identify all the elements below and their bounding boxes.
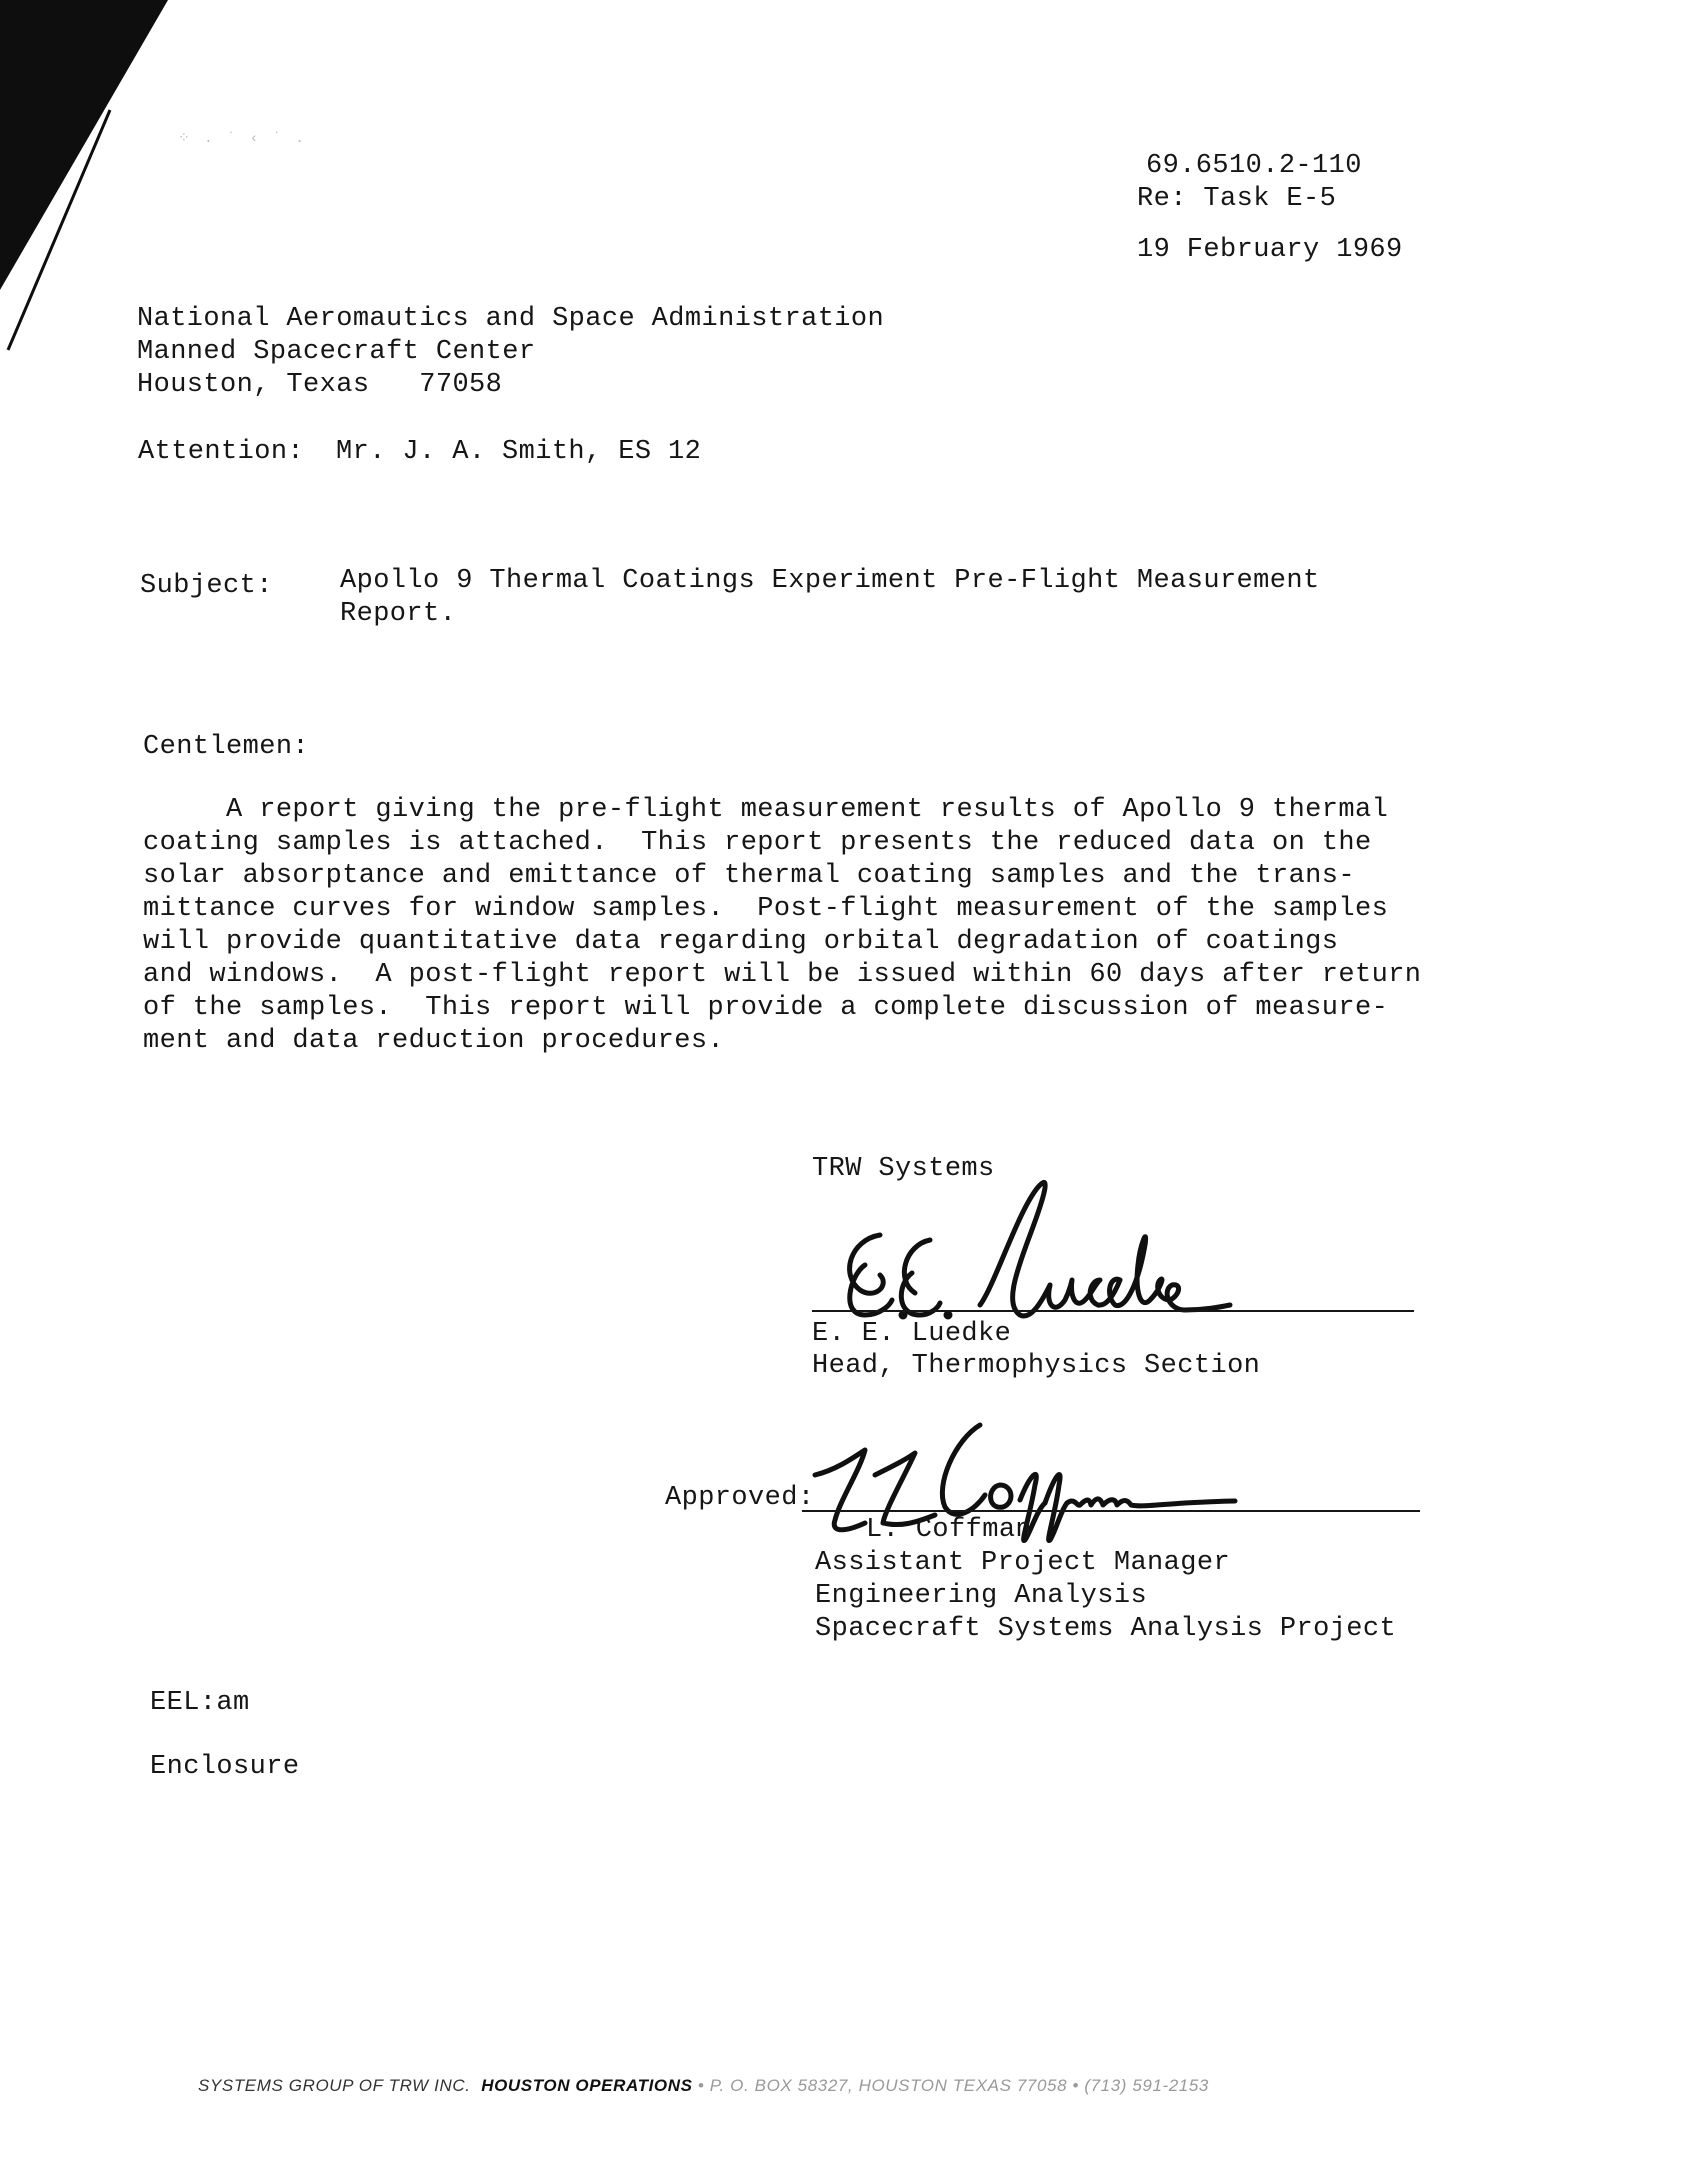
signer-title: Head, Thermophysics Section <box>812 1351 1261 1381</box>
letter-date: 19 February 1969 <box>1137 235 1403 265</box>
faint-stamp-mark: ⁘ . ˙ ‹ ˙ . <box>178 131 307 147</box>
approver-title: Assistant Project Manager <box>815 1548 1231 1578</box>
address-line: National Aeromautics and Space Administration <box>137 304 885 334</box>
subject-line: Report. <box>340 599 457 629</box>
signer-name: E. E. Luedke <box>812 1319 1012 1349</box>
approver-titles <box>815 1547 1396 1646</box>
salutation: Centlemen: <box>143 732 310 762</box>
approval-signature-line <box>802 1510 1420 1512</box>
body-paragraph <box>143 794 1421 1058</box>
footer-operations: HOUSTON OPERATIONS <box>481 2076 693 2095</box>
body-line: mittance curves for window samples. Post-flight measurement of the samples <box>143 894 1389 924</box>
footer-address: • P. O. BOX 58327, HOUSTON TEXAS 77058 • (713) 591-2153 <box>697 2076 1209 2095</box>
subject-label: Subject: <box>140 571 273 601</box>
typist-initials: EEL:am <box>150 1688 250 1718</box>
body-line: A report giving the pre-flight measurement results of Apollo 9 thermal <box>143 795 1389 825</box>
approver-title: Spacecraft Systems Analysis Project <box>815 1614 1397 1644</box>
recipient-address <box>137 303 884 402</box>
address-line: Manned Spacecraft Center <box>137 337 536 367</box>
letterhead-footer <box>198 2076 1209 2096</box>
body-line: of the samples. This report will provide a complete discussion of measure- <box>143 993 1389 1023</box>
approved-label: Approved: <box>665 1483 815 1513</box>
task-reference: Re: Task E-5 <box>1137 184 1337 214</box>
approver-title: Engineering Analysis <box>815 1581 1148 1611</box>
company-name: TRW Systems <box>812 1154 995 1184</box>
enclosure-note: Enclosure <box>150 1752 300 1782</box>
footer-company: SYSTEMS GROUP OF TRW INC. <box>198 2076 471 2095</box>
subject-line: Apollo 9 Thermal Coatings Experiment Pre-Flight Measurement <box>340 566 1320 596</box>
body-line: coating samples is attached. This report presents the reduced data on the <box>143 828 1372 858</box>
address-line: Houston, Texas 77058 <box>137 370 503 400</box>
approver-name: L. Coffman <box>866 1515 1033 1545</box>
body-line: and windows. A post-flight report will be issued within 60 days after return <box>143 960 1422 990</box>
attention-value: Mr. J. A. Smith, ES 12 <box>336 437 702 467</box>
body-line: ment and data reduction procedures. <box>143 1026 725 1056</box>
reference-number: 69.6510.2-110 <box>1146 151 1362 181</box>
signature-line <box>812 1310 1414 1312</box>
body-line: solar absorptance and emittance of thermal coating samples and the trans- <box>143 861 1355 891</box>
subject-text <box>340 565 1320 631</box>
body-line: will provide quantitative data regarding orbital degradation of coatings <box>143 927 1339 957</box>
attention-label: Attention: <box>138 437 305 467</box>
